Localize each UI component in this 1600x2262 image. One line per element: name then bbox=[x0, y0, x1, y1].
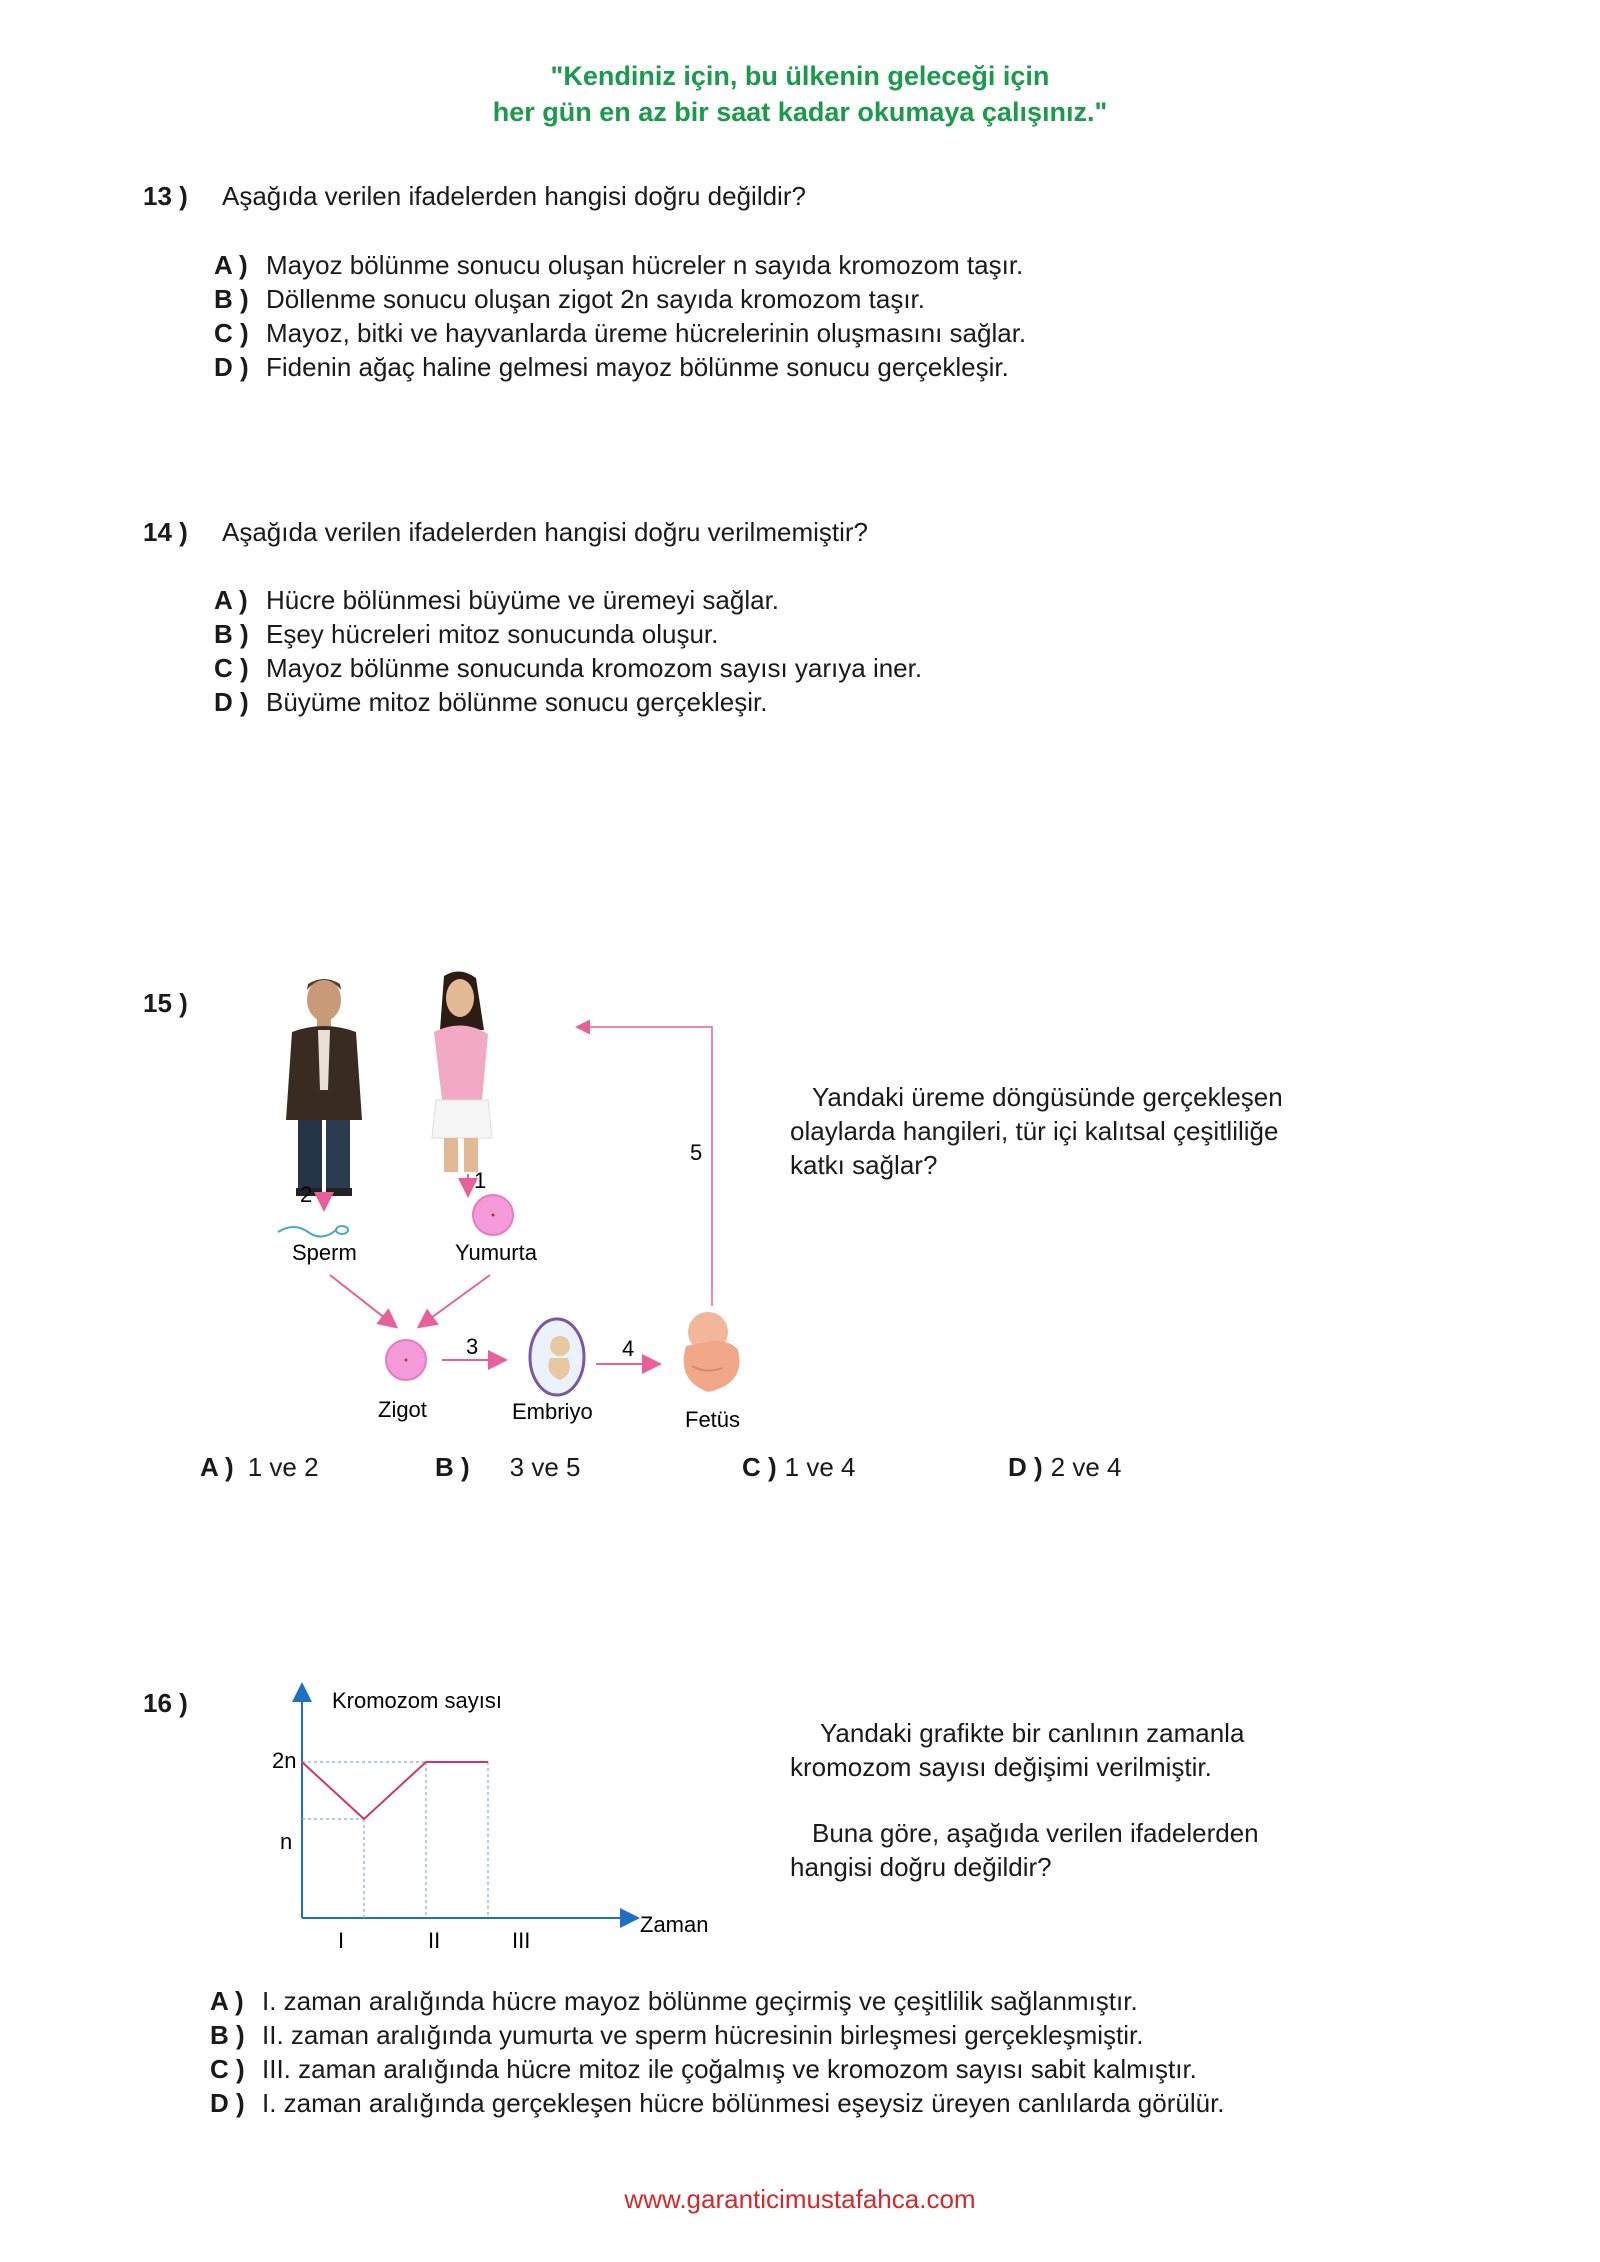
q15-answer-d[interactable]: D ) 2 ve 4 bbox=[1008, 1452, 1122, 1482]
fetus-label: Fetüs bbox=[685, 1407, 741, 1432]
q14-options bbox=[214, 583, 922, 719]
step-5-label: 5 bbox=[690, 1140, 703, 1165]
egg-label: Yumurta bbox=[455, 1240, 537, 1265]
y-tick-2n: 2n bbox=[272, 1748, 297, 1773]
q15-question-text: Yandaki üreme döngüsünde gerçekleşen olaylarda hangileri, tür içi kalıtsal çeşitliliğe katkı sağlar? bbox=[790, 1082, 1283, 1180]
q14-number: 14 ) bbox=[143, 517, 188, 547]
chart-plot-area bbox=[302, 1762, 488, 1918]
q16-option-d[interactable]: D ) I. zaman aralığında gerçekleşen hücre bölünmesi eşeysiz üreyen canlılarda görülür. bbox=[210, 2088, 1225, 2118]
step-2-label: 2 bbox=[300, 1182, 313, 1207]
chromosome-chart bbox=[250, 1678, 730, 1958]
q16-option-a[interactable]: A ) I. zaman aralığında hücre mayoz bölünme geçirmiş ve çeşitlilik sağlanmıştır. bbox=[210, 1986, 1138, 2016]
zygote-label: Zigot bbox=[378, 1397, 427, 1422]
q14-option-a[interactable]: A ) Hücre bölünmesi büyüme ve üremeyi sağlar. bbox=[214, 585, 780, 615]
q13-option-b[interactable]: B ) Döllenme sonucu oluşan zigot 2n sayıda kromozom taşır. bbox=[214, 284, 926, 314]
q16-intro-text: Yandaki grafikte bir canlının zamanla kromozom sayısı değişimi verilmiştir. bbox=[790, 1718, 1245, 1782]
q13-option-a[interactable]: A ) Mayoz bölünme sonucu oluşan hücreler n sayıda kromozom taşır. bbox=[214, 250, 1024, 280]
chromosome-count-line bbox=[302, 1762, 488, 1819]
step-1-label: 1 bbox=[474, 1168, 487, 1193]
sperm-icon bbox=[278, 1226, 348, 1237]
y-tick-n: n bbox=[280, 1829, 293, 1854]
motto-line-2: her gün en az bir saat kadar okumaya çalışınız." bbox=[492, 97, 1108, 127]
reproduction-cycle-diagram bbox=[260, 970, 780, 1450]
step-4-label: 4 bbox=[622, 1336, 635, 1361]
woman-image bbox=[432, 971, 492, 1172]
step-3-label: 3 bbox=[466, 1334, 479, 1359]
q13-text: Aşağıda verilen ifadelerden hangisi doğru değildir? bbox=[222, 181, 806, 211]
q13-number: 13 ) bbox=[143, 181, 188, 211]
man-image bbox=[286, 979, 362, 1196]
q14-option-d[interactable]: D ) Büyüme mitoz bölünme sonucu gerçekleşir. bbox=[214, 687, 768, 717]
q16-number: 16 ) bbox=[143, 1688, 188, 1718]
q16-options bbox=[210, 1984, 1225, 2120]
fetus-icon bbox=[684, 1312, 740, 1392]
q15-answer-a[interactable]: A ) 1 ve 2 bbox=[200, 1452, 319, 1482]
q14-text: Aşağıda verilen ifadelerden hangisi doğru verilmemiştir? bbox=[222, 517, 869, 547]
x-tick-III: III bbox=[512, 1928, 531, 1953]
sperm-label: Sperm bbox=[292, 1240, 357, 1265]
x-tick-I: I bbox=[338, 1928, 345, 1953]
motto-line-1: "Kendiniz için, bu ülkenin geleceği için bbox=[550, 61, 1050, 91]
embryo-label: Embriyo bbox=[512, 1399, 593, 1424]
embryo-icon bbox=[530, 1319, 584, 1395]
q15-answer-c[interactable]: C ) 1 ve 4 bbox=[742, 1452, 856, 1482]
q16-option-b[interactable]: B ) II. zaman aralığında yumurta ve sperm hücresinin birleşmesi gerçekleşmiştir. bbox=[210, 2020, 1144, 2050]
q14-option-b[interactable]: B ) Eşey hücreleri mitoz sonucunda oluşur. bbox=[214, 619, 719, 649]
q13-option-c[interactable]: C ) Mayoz, bitki ve hayvanlarda üreme hücrelerinin oluşmasını sağlar. bbox=[214, 318, 1027, 348]
q15-answer-b[interactable]: B ) 3 ve 5 bbox=[435, 1452, 581, 1482]
q14-option-c[interactable]: C ) Mayoz bölünme sonucunda kromozom sayısı yarıya iner. bbox=[214, 653, 923, 683]
q15-number: 15 ) bbox=[143, 988, 188, 1018]
q13-options bbox=[214, 248, 1026, 384]
motto-header bbox=[0, 58, 1600, 130]
q13-option-d[interactable]: D ) Fidenin ağaç haline gelmesi mayoz bölünme sonucu gerçekleşir. bbox=[214, 352, 1009, 382]
q16-option-c[interactable]: C ) III. zaman aralığında hücre mitoz ile çoğalmış ve kromozom sayısı sabit kalmıştır. bbox=[210, 2054, 1197, 2084]
x-tick-II: II bbox=[428, 1928, 441, 1953]
footer-url[interactable]: www.garanticimustafahca.com bbox=[624, 2184, 976, 2214]
x-axis-label: Zaman bbox=[640, 1912, 709, 1937]
y-axis-label: Kromozom sayısı bbox=[332, 1688, 502, 1713]
q16-question-text: Buna göre, aşağıda verilen ifadelerden hangisi doğru değildir? bbox=[790, 1818, 1259, 1882]
